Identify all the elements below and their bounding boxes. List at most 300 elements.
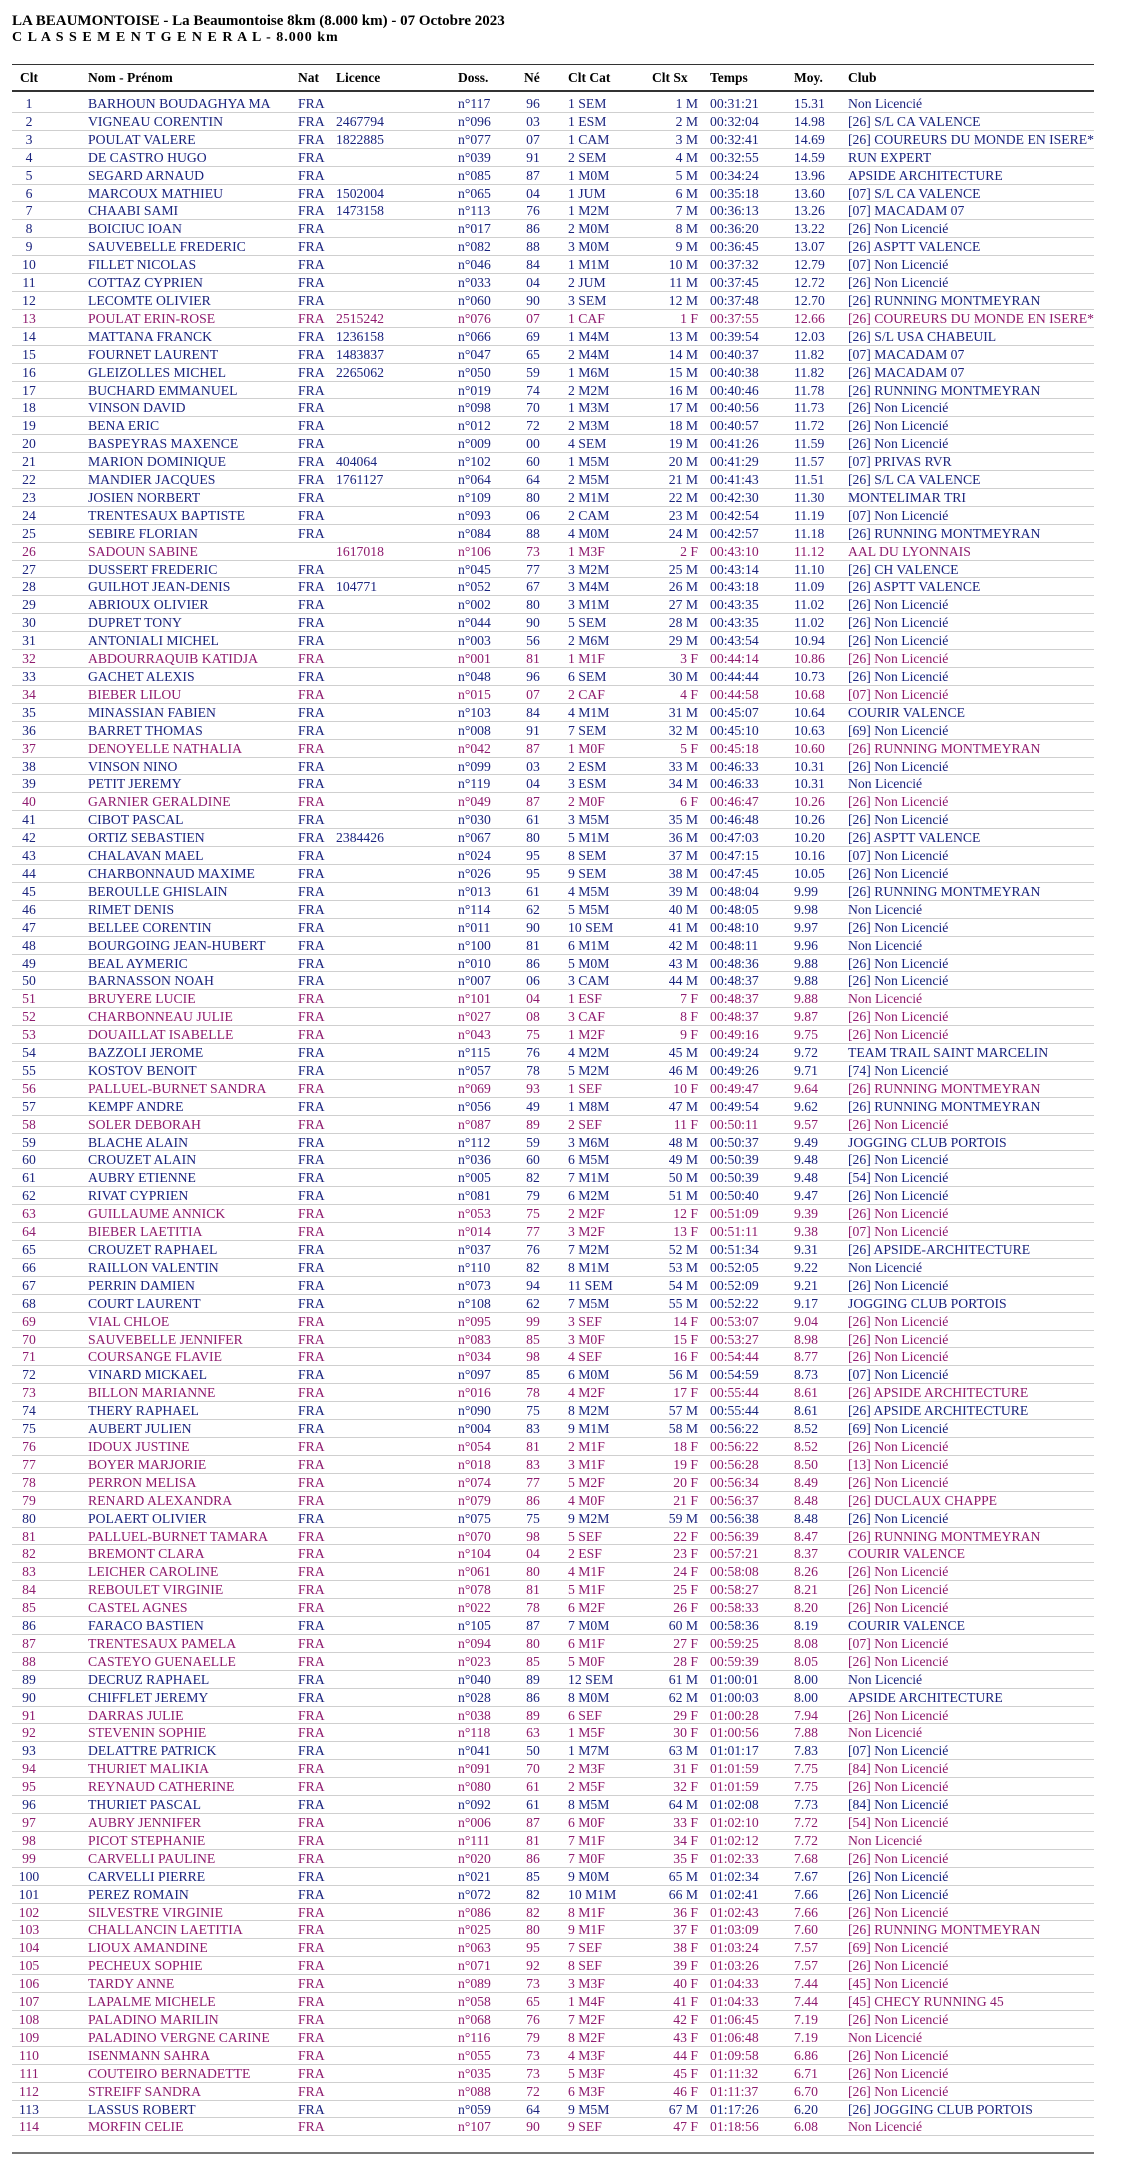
cell-rank: 101 (18, 1886, 40, 1902)
cell-avg-speed: 8.49 (794, 1474, 818, 1490)
cell-name: DENOYELLE NATHALIA (88, 740, 242, 756)
cell-nationality: FRA (298, 185, 325, 201)
cell-category-rank: 3 SEM (568, 292, 607, 308)
cell-club: Non Licencié (848, 2029, 923, 2045)
cell-club: [26] Non Licencié (848, 1474, 949, 1490)
cell-nationality: FRA (298, 991, 325, 1007)
cell-nationality: FRA (298, 113, 325, 129)
cell-avg-speed: 7.94 (794, 1707, 818, 1723)
cell-time: 00:45:18 (710, 740, 759, 756)
cell-club: [26] COUREURS DU MONDE EN ISERE* (848, 131, 1094, 147)
cell-rank: 33 (22, 669, 36, 684)
cell-bib: n°036 (458, 1152, 491, 1168)
cell-category-rank: 4 M1F (568, 1564, 605, 1580)
cell-birth-year: 61 (526, 812, 540, 828)
cell-licence: 104771 (336, 579, 378, 595)
cell-sex-rank: 42 F (673, 2011, 698, 2027)
cell-sex-rank: 31 F (673, 1761, 698, 1777)
cell-rank: 43 (22, 848, 36, 864)
cell-sex-rank: 9 F (680, 1027, 698, 1043)
cell-time: 00:52:22 (710, 1295, 759, 1311)
cell-club: [26] Non Licencié (848, 1009, 949, 1025)
cell-sex-rank: 10 F (673, 1080, 698, 1096)
cell-sex-rank: 38 M (668, 865, 698, 881)
cell-category-rank: 2 M2F (568, 1206, 605, 1222)
cell-sex-rank: 6 M (675, 185, 698, 201)
cell-avg-speed: 14.59 (794, 149, 825, 165)
table-row (12, 1438, 1094, 1456)
cell-nationality: FRA (298, 919, 325, 935)
cell-avg-speed: 9.49 (794, 1134, 818, 1150)
table-row (12, 668, 1094, 686)
cell-bib: n°050 (458, 364, 491, 380)
header-moy: Moy. (794, 70, 823, 85)
cell-name: FOURNET LAURENT (88, 346, 219, 362)
cell-club: [26] Non Licencié (848, 669, 949, 684)
cell-time: 01:02:12 (710, 1832, 759, 1848)
cell-nationality: FRA (298, 1259, 325, 1275)
cell-club: [26] Non Licencié (848, 812, 949, 828)
cell-avg-speed: 11.78 (794, 382, 825, 398)
cell-sex-rank: 24 M (668, 525, 698, 541)
cell-club: [26] Non Licencié (848, 597, 949, 613)
cell-birth-year: 90 (526, 2119, 540, 2135)
cell-category-rank: 2 M4M (568, 346, 610, 362)
cell-category-rank: 1 SEM (568, 96, 607, 111)
cell-sex-rank: 1 F (680, 310, 698, 326)
cell-category-rank: 7 M2M (568, 1242, 610, 1257)
table-row (12, 2083, 1094, 2101)
cell-nationality: FRA (298, 1421, 325, 1437)
cell-bib: n°087 (458, 1116, 491, 1132)
cell-club: [26] Non Licencié (848, 1707, 949, 1723)
cell-bib: n°047 (458, 346, 491, 362)
cell-avg-speed: 11.73 (794, 400, 825, 416)
cell-nationality: FRA (298, 1689, 325, 1705)
cell-sex-rank: 61 M (668, 1671, 698, 1687)
cell-rank: 1 (25, 96, 33, 111)
cell-nationality: FRA (298, 1349, 325, 1365)
cell-avg-speed: 8.20 (794, 1600, 818, 1616)
table-row (12, 1832, 1094, 1850)
cell-nationality: FRA (298, 1797, 325, 1813)
table-row (12, 1653, 1094, 1671)
cell-category-rank: 2 M1F (568, 1438, 605, 1454)
cell-sex-rank: 56 M (668, 1367, 698, 1383)
cell-category-rank: 6 M3F (568, 2083, 605, 2099)
cell-rank: 47 (22, 919, 36, 935)
cell-nationality: FRA (298, 1116, 325, 1132)
cell-time: 00:34:24 (710, 167, 759, 183)
cell-category-rank: 5 M1F (568, 1582, 605, 1598)
page-header (12, 12, 505, 46)
cell-time: 00:49:16 (710, 1027, 759, 1043)
cell-avg-speed: 11.10 (794, 561, 825, 577)
cell-time: 00:50:40 (710, 1188, 759, 1204)
table-row (12, 95, 1094, 113)
cell-rank: 85 (22, 1600, 36, 1616)
table-row (12, 1689, 1094, 1707)
cell-nationality: FRA (298, 973, 325, 989)
cell-club: [07] Non Licencié (848, 1224, 949, 1240)
cell-bib: n°075 (458, 1510, 491, 1526)
cell-avg-speed: 7.66 (794, 1886, 818, 1902)
cell-bib: n°090 (458, 1403, 491, 1419)
cell-nationality: FRA (298, 776, 325, 792)
table-row (12, 1474, 1094, 1492)
cell-birth-year: 95 (526, 1940, 540, 1956)
cell-bib: n°100 (458, 937, 491, 953)
cell-sex-rank: 13 M (668, 328, 698, 344)
cell-birth-year: 85 (526, 1868, 540, 1884)
cell-category-rank: 7 M1F (568, 1832, 605, 1848)
header-clt-cat: Clt Cat (568, 70, 611, 85)
cell-name: DUSSERT FREDERIC (88, 561, 218, 577)
cell-nationality: FRA (298, 96, 325, 111)
cell-bib: n°066 (458, 328, 491, 344)
cell-bib: n°024 (458, 848, 491, 864)
cell-club: [74] Non Licencié (848, 1062, 949, 1078)
cell-name: BOICIUC IOAN (88, 221, 182, 237)
cell-time: 00:58:08 (710, 1564, 759, 1580)
cell-name: LIOUX AMANDINE (88, 1940, 208, 1956)
cell-rank: 89 (22, 1671, 36, 1687)
cell-category-rank: 2 M6M (568, 633, 610, 649)
cell-birth-year: 89 (526, 1116, 540, 1132)
cell-rank: 63 (22, 1206, 36, 1222)
cell-time: 00:44:14 (710, 651, 759, 667)
cell-rank: 48 (22, 937, 36, 953)
cell-nationality: FRA (298, 1546, 325, 1562)
cell-name: BENA ERIC (88, 418, 160, 434)
cell-name: CHAABI SAMI (88, 203, 179, 219)
table-row (12, 1116, 1094, 1134)
cell-time: 00:48:37 (710, 991, 759, 1007)
cell-birth-year: 81 (526, 937, 540, 953)
cell-club: [26] S/L CA VALENCE (848, 113, 981, 129)
table-row (12, 1062, 1094, 1080)
cell-rank: 67 (22, 1277, 36, 1293)
table-row (12, 1635, 1094, 1653)
cell-bib: n°115 (458, 1045, 491, 1061)
cell-bib: n°037 (458, 1242, 491, 1257)
cell-sex-rank: 8 M (675, 221, 698, 237)
table-row (12, 1026, 1094, 1044)
cell-avg-speed: 7.60 (794, 1922, 818, 1938)
table-row (12, 525, 1094, 543)
cell-sex-rank: 64 M (668, 1797, 698, 1813)
cell-birth-year: 62 (526, 1295, 540, 1311)
cell-birth-year: 86 (526, 221, 540, 237)
cell-club: [26] Non Licencié (848, 1564, 949, 1580)
cell-club: [07] S/L CA VALENCE (848, 185, 981, 201)
cell-sex-rank: 5 M (675, 167, 698, 183)
cell-name: PALLUEL-BURNET SANDRA (88, 1080, 267, 1096)
cell-nationality: FRA (298, 1009, 325, 1025)
cell-rank: 84 (22, 1582, 36, 1598)
cell-sex-rank: 57 M (668, 1403, 698, 1419)
cell-nationality: FRA (298, 1062, 325, 1078)
cell-time: 01:01:59 (710, 1761, 759, 1777)
cell-avg-speed: 8.61 (794, 1385, 818, 1401)
cell-club: [13] Non Licencié (848, 1456, 949, 1472)
cell-rank: 75 (22, 1421, 36, 1437)
cell-category-rank: 9 M1M (568, 1421, 610, 1437)
cell-rank: 79 (22, 1492, 36, 1508)
cell-avg-speed: 6.86 (794, 2047, 818, 2063)
cell-name: MARCOUX MATHIEU (88, 185, 223, 201)
table-row (12, 919, 1094, 937)
cell-birth-year: 04 (526, 1546, 540, 1562)
cell-sex-rank: 14 M (668, 346, 698, 362)
cell-name: BOYER MARJORIE (88, 1456, 207, 1472)
cell-nationality: FRA (298, 901, 325, 917)
cell-name: RIMET DENIS (88, 901, 175, 917)
cell-birth-year: 80 (526, 1922, 540, 1938)
cell-category-rank: 3 M5M (568, 812, 610, 828)
cell-nationality: FRA (298, 203, 325, 219)
cell-club: [26] Non Licencié (848, 1582, 949, 1598)
cell-sex-rank: 2 M (675, 113, 698, 129)
cell-avg-speed: 10.16 (794, 848, 825, 864)
cell-bib: n°119 (458, 776, 491, 792)
table-row (12, 220, 1094, 238)
cell-category-rank: 3 M1F (568, 1456, 605, 1472)
header-ne: Né (524, 70, 540, 85)
cell-bib: n°019 (458, 382, 491, 398)
table-row (12, 1850, 1094, 1868)
cell-name: KEMPF ANDRE (88, 1098, 184, 1114)
cell-bib: n°012 (458, 418, 491, 434)
cell-club: [45] Non Licencié (848, 1976, 949, 1992)
cell-bib: n°117 (458, 96, 491, 111)
cell-avg-speed: 9.97 (794, 919, 818, 935)
cell-sex-rank: 7 F (680, 991, 698, 1007)
cell-bib: n°023 (458, 1653, 491, 1669)
cell-avg-speed: 7.75 (794, 1761, 818, 1777)
cell-rank: 91 (22, 1707, 36, 1723)
cell-avg-speed: 9.88 (794, 973, 818, 989)
cell-rank: 12 (22, 292, 36, 308)
cell-avg-speed: 11.82 (794, 364, 825, 380)
table-row (12, 131, 1094, 149)
cell-name: PETIT JEREMY (88, 776, 182, 792)
cell-name: AUBRY ETIENNE (88, 1170, 196, 1186)
cell-club: [26] Non Licencié (848, 1188, 949, 1204)
cell-name: RAILLON VALENTIN (88, 1259, 219, 1275)
cell-nationality: FRA (298, 2119, 325, 2135)
cell-category-rank: 2 M0M (568, 221, 610, 237)
cell-birth-year: 79 (526, 1188, 540, 1204)
cell-nationality: FRA (298, 1743, 325, 1759)
cell-sex-rank: 26 M (668, 579, 698, 595)
table-row (12, 1348, 1094, 1366)
cell-name: VIAL CHLOE (88, 1313, 170, 1329)
cell-birth-year: 86 (526, 1689, 540, 1705)
cell-category-rank: 3 M2F (568, 1224, 605, 1240)
cell-sex-rank: 6 F (680, 794, 698, 810)
cell-time: 00:56:22 (710, 1438, 759, 1454)
cell-category-rank: 4 SEM (568, 436, 607, 452)
table-row (12, 507, 1094, 525)
table-row (12, 399, 1094, 417)
cell-rank: 109 (18, 2029, 40, 2045)
cell-avg-speed: 9.71 (794, 1062, 818, 1078)
cell-category-rank: 7 SEM (568, 722, 607, 738)
cell-sex-rank: 37 F (673, 1922, 698, 1938)
cell-nationality: FRA (298, 1045, 325, 1061)
cell-bib: n°085 (458, 167, 491, 183)
cell-sex-rank: 38 F (673, 1940, 698, 1956)
cell-category-rank: 2 M0F (568, 794, 605, 810)
cell-category-rank: 12 SEM (568, 1671, 614, 1687)
cell-nationality: FRA (298, 257, 325, 273)
cell-club: [26] APSIDE ARCHITECTURE (848, 1385, 1029, 1401)
cell-club: [26] Non Licencié (848, 1116, 949, 1132)
cell-category-rank: 5 M1M (568, 830, 610, 846)
cell-club: COURIR VALENCE (848, 1546, 965, 1562)
cell-bib: n°097 (458, 1367, 491, 1383)
cell-time: 00:51:34 (710, 1242, 759, 1257)
cell-category-rank: 3 M2M (568, 561, 610, 577)
cell-avg-speed: 11.19 (794, 507, 825, 523)
cell-time: 00:54:44 (710, 1349, 759, 1365)
cell-birth-year: 75 (526, 1510, 540, 1526)
cell-name: COTTAZ CYPRIEN (88, 275, 203, 291)
cell-category-rank: 1 M3M (568, 400, 610, 416)
table-row (12, 740, 1094, 758)
cell-sex-rank: 4 F (680, 686, 698, 702)
cell-time: 00:47:15 (710, 848, 759, 864)
cell-birth-year: 04 (526, 185, 540, 201)
cell-nationality: FRA (298, 221, 325, 237)
cell-birth-year: 03 (526, 758, 540, 774)
cell-bib: n°065 (458, 185, 491, 201)
cell-club: [26] RUNNING MONTMEYRAN (848, 1922, 1041, 1938)
table-row (12, 382, 1094, 400)
table-row (12, 955, 1094, 973)
table-row (12, 883, 1094, 901)
cell-sex-rank: 15 M (668, 364, 698, 380)
cell-sex-rank: 50 M (668, 1170, 698, 1186)
cell-bib: n°004 (458, 1421, 491, 1437)
cell-club: TEAM TRAIL SAINT MARCELIN (848, 1045, 1049, 1061)
cell-time: 00:55:44 (710, 1385, 759, 1401)
cell-birth-year: 75 (526, 1027, 540, 1043)
cell-name: COUTEIRO BERNADETTE (88, 2065, 251, 2081)
cell-category-rank: 9 M0M (568, 1868, 610, 1884)
cell-sex-rank: 16 F (673, 1349, 698, 1365)
cell-avg-speed: 7.73 (794, 1797, 818, 1813)
cell-licence: 2467794 (336, 113, 384, 129)
cell-time: 00:53:07 (710, 1313, 759, 1329)
table-row (12, 686, 1094, 704)
cell-nationality: FRA (298, 310, 325, 326)
cell-name: TARDY ANNE (88, 1976, 175, 1992)
cell-rank: 22 (22, 472, 36, 488)
cell-rank: 61 (22, 1170, 36, 1186)
cell-category-rank: 3 M0F (568, 1331, 605, 1347)
cell-club: [26] RUNNING MONTMEYRAN (848, 883, 1041, 899)
cell-bib: n°055 (458, 2047, 491, 2063)
cell-birth-year: 96 (526, 96, 540, 111)
cell-time: 00:32:04 (710, 113, 759, 129)
cell-avg-speed: 6.08 (794, 2119, 818, 2135)
cell-avg-speed: 10.94 (794, 633, 825, 649)
cell-nationality: FRA (298, 561, 325, 577)
cell-time: 01:00:03 (710, 1689, 759, 1705)
cell-bib: n°112 (458, 1134, 491, 1150)
cell-club: [26] Non Licencié (848, 615, 949, 631)
cell-avg-speed: 11.12 (794, 543, 825, 559)
cell-club: [26] JOGGING CLUB PORTOIS (848, 2101, 1033, 2117)
cell-licence: 2515242 (336, 310, 384, 326)
cell-sex-rank: 45 M (668, 1045, 698, 1061)
cell-club: [26] Non Licencié (848, 1313, 949, 1329)
cell-name: CHARBONNAUD MAXIME (88, 865, 255, 881)
cell-sex-rank: 48 M (668, 1134, 698, 1150)
cell-avg-speed: 10.26 (794, 794, 825, 810)
cell-category-rank: 7 M0M (568, 1618, 610, 1634)
cell-rank: 40 (22, 794, 36, 810)
cell-rank: 9 (25, 239, 33, 255)
cell-sex-rank: 43 F (673, 2029, 698, 2045)
table-row (12, 758, 1094, 776)
cell-category-rank: 2 CAM (568, 507, 610, 523)
cell-time: 00:46:47 (710, 794, 759, 810)
cell-bib: n°039 (458, 149, 491, 165)
cell-nationality: FRA (298, 1832, 325, 1848)
cell-category-rank: 1 M6M (568, 364, 610, 380)
cell-birth-year: 81 (526, 1438, 540, 1454)
cell-birth-year: 80 (526, 1564, 540, 1580)
cell-bib: n°118 (458, 1725, 491, 1741)
cell-time: 00:56:22 (710, 1421, 759, 1437)
cell-sex-rank: 23 M (668, 507, 698, 523)
table-row (12, 2101, 1094, 2119)
cell-category-rank: 4 M0M (568, 525, 610, 541)
table-row (12, 1724, 1094, 1742)
cell-avg-speed: 9.62 (794, 1098, 818, 1114)
cell-name: BIEBER LAETITIA (88, 1224, 203, 1240)
cell-category-rank: 6 M0F (568, 1815, 605, 1830)
cell-rank: 31 (22, 633, 36, 649)
cell-bib: n°015 (458, 686, 491, 702)
cell-sex-rank: 12 M (668, 292, 698, 308)
table-row (12, 937, 1094, 955)
cell-club: [07] Non Licencié (848, 1635, 949, 1651)
cell-name: PERRON MELISA (88, 1474, 197, 1490)
table-row (12, 1098, 1094, 1116)
cell-nationality: FRA (298, 364, 325, 380)
cell-bib: n°053 (458, 1206, 491, 1222)
table-row (12, 238, 1094, 256)
cell-sex-rank: 19 F (673, 1456, 698, 1472)
cell-name: ABRIOUX OLIVIER (88, 597, 209, 613)
cell-avg-speed: 7.66 (794, 1904, 818, 1920)
table-row (12, 471, 1094, 489)
cell-sex-rank: 46 F (673, 2083, 698, 2099)
cell-rank: 108 (18, 2011, 40, 2027)
cell-birth-year: 06 (526, 507, 540, 523)
cell-avg-speed: 12.66 (794, 310, 825, 326)
cell-category-rank: 2 M1M (568, 489, 610, 505)
cell-category-rank: 4 M2F (568, 1385, 605, 1401)
cell-bib: n°064 (458, 472, 491, 488)
cell-nationality: FRA (298, 579, 325, 595)
cell-birth-year: 81 (526, 1582, 540, 1598)
header-club: Club (848, 70, 877, 85)
